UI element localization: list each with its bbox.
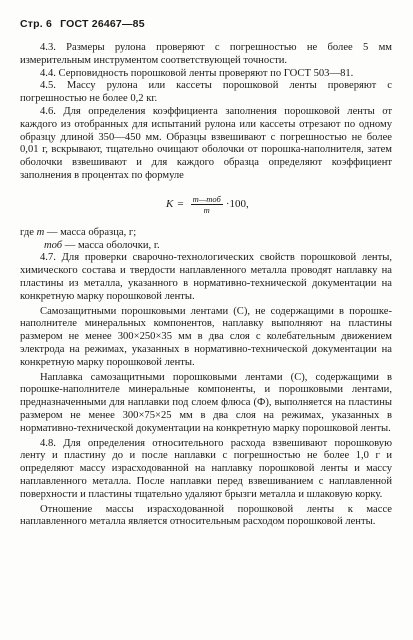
paragraph-4-5: 4.5. Массу рулона или кассеты порошковой ленты проверяют с погрешностью не более 0,2 кг. xyxy=(20,80,392,105)
paragraph-4-3: 4.3. Размеры рулона проверяют с погрешностью не более 5 мм измерительным инструментом соответствующей точности. xyxy=(20,42,392,66)
legend-def-mob: — масса оболочки, г. xyxy=(64,239,160,251)
paragraph-4-6: 4.6. Для определения коэффициента заполнения порошковой ленты от каждого из отобранных для испытаний рулона или кассеты отрезают по одному образцу длиной 350—450 мм. Образцы взвешивают с погрешностью не более 0,01 г, вскрывают, тщательно очищают оболочки от порошка-наполнителя, затем оболочки взвешивают и для каждого образца определяют коэффициент заполнения в процентах по формуле xyxy=(20,105,392,181)
formula-equals: = xyxy=(177,198,184,211)
legend-def-m: — масса образца, г; xyxy=(46,226,137,238)
legend-row-mob xyxy=(20,240,392,253)
page-header xyxy=(20,18,150,30)
fill-coefficient-formula xyxy=(20,192,392,218)
legend-symbol-mob: mоб xyxy=(44,239,63,251)
formula-numerator: m—mоб xyxy=(192,194,221,205)
paragraph-flux-cored: Наплавка самозащитными порошковыми лентами (С), содержащими в порошке-наполнителе минеральные компоненты, и порошковыми лентами, предназначенными для наплавки под слоем флюса (Ф), выполняется на пластины размером не менее 300×75×25 мм в два слоя на режимах, указанных в нормативно-технической документации на конкретную марку порошковой ленты. xyxy=(20,371,392,434)
legend-symbol-m: m xyxy=(36,226,45,238)
paragraph-4-8: 4.8. Для определения относительного расхода взвешивают порошковую ленту и пластину до и после наплавки с погрешностью не более 1,0 г и определяют массу израсходованной на наплавку порошковой ленты и массу наплавленного металла. После наплавки перед взвешиванием с наплавленной поверхности и пластины тщательно удаляют брызги металла и шлаковую корку. xyxy=(20,437,392,500)
formula-legend xyxy=(20,227,392,253)
formula-lhs: K xyxy=(166,198,174,211)
formula-multiplier: ·100, xyxy=(225,198,249,211)
page-number: Стр. 6 xyxy=(20,18,53,30)
standard-number: ГОСТ 26467—85 xyxy=(60,18,145,30)
paragraph-4-4: 4.4. Серповидность порошковой ленты проверяют по ГОСТ 503—81. xyxy=(40,67,354,79)
document-body xyxy=(20,42,392,529)
legend-row-m xyxy=(20,227,392,240)
formula-denominator: m xyxy=(203,205,210,216)
paragraph-self-shielded: Самозащитными порошковыми лентами (С), не содержащими в порошке-наполнителе минеральных компонентов, наплавку выполняют на пластины размером не менее 300×250×35 мм в два слоя с колебательным движением электрода на режимах, указанных в нормативно-технической документации на конкретную марку порошковой ленты. xyxy=(20,305,392,368)
formula-fraction xyxy=(191,194,223,215)
paragraph-ratio: Отношение массы израсходованной порошковой ленты к массе наплавленного металла является относительным расходом порошковой ленты. xyxy=(20,503,392,528)
legend-intro: где xyxy=(20,226,34,238)
paragraph-4-7: 4.7. Для проверки сварочно-технологических свойств порошковой ленты, химического состава и твердости наплавленного металла проводят наплавку на пластины из металла, указанного в нормативно-технической документации на конкретную марку порошковой ленты. xyxy=(20,252,392,302)
